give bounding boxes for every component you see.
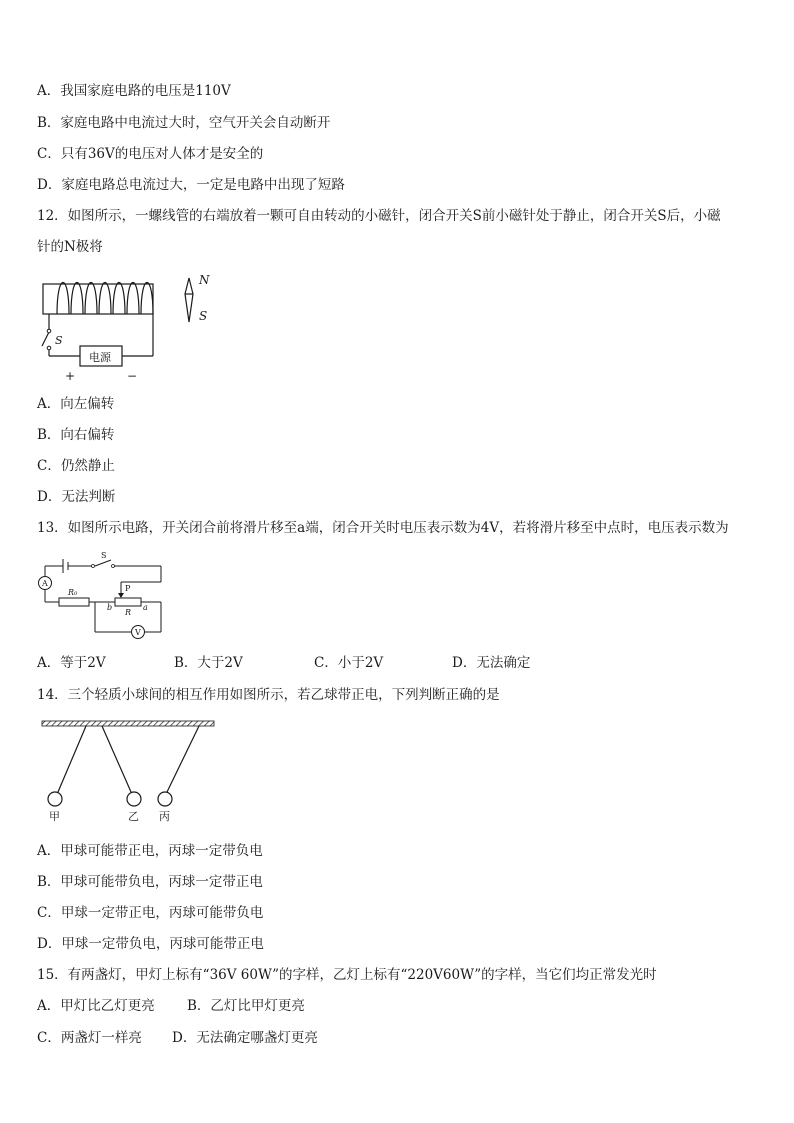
- switch-label: S: [101, 551, 107, 560]
- q14-option-d: D．甲球一定带负电，丙球可能带正电: [37, 936, 264, 952]
- needle-n-label: N: [199, 273, 210, 287]
- q12-stem-line2: 针的N极将: [37, 239, 103, 255]
- q13-option-a: A．等于2V: [37, 655, 106, 671]
- compass-needle: [185, 278, 193, 322]
- q13-option-c: C．小于2V: [314, 655, 384, 671]
- q12-option-a: A．向左偏转: [37, 396, 115, 412]
- q13-option-d: D．无法确定: [452, 655, 531, 671]
- ceiling: [42, 721, 214, 726]
- q14-option-b: B．甲球可能带负电，丙球一定带正电: [37, 874, 263, 890]
- q12-option-c: C．仍然静止: [37, 458, 115, 474]
- q12-solenoid-figure: [35, 268, 225, 386]
- ball-bing-label: 丙: [159, 810, 170, 823]
- q11-option-d: D．家庭电路总电流过大，一定是电路中出现了短路: [37, 177, 345, 193]
- resistor-r0: [59, 598, 89, 606]
- q15-option-b: B．乙灯比甲灯更亮: [187, 998, 305, 1014]
- r0-label: R₀: [68, 588, 78, 597]
- q13-option-b: B．大于2V: [174, 655, 243, 671]
- power-source-label: 电源: [89, 351, 111, 364]
- switch-blade: [95, 560, 111, 566]
- q15-option-d: D．无法确定哪盏灯更亮: [172, 1030, 318, 1046]
- rheostat-r-label: R: [125, 608, 132, 617]
- voltmeter-label: V: [135, 628, 141, 637]
- slider-p-label: P: [125, 584, 131, 593]
- ammeter-label: A: [42, 579, 48, 588]
- q14-option-c: C．甲球一定带正电，丙球可能带负电: [37, 905, 264, 921]
- rheostat-r: [115, 598, 141, 606]
- ball-yi: [127, 792, 141, 806]
- switch-label: S: [55, 334, 63, 347]
- q12-option-b: B．向右偏转: [37, 427, 115, 443]
- ball-yi-label: 乙: [128, 810, 139, 823]
- q14-option-a: A．甲球可能带正电，丙球一定带负电: [37, 843, 263, 859]
- q13-circuit-figure: [35, 548, 165, 640]
- minus-terminal-label: −: [127, 369, 138, 383]
- plus-terminal-label: +: [65, 369, 76, 383]
- q15-options-row2: [37, 1029, 637, 1047]
- q11-option-b: B．家庭电路中电流过大时，空气开关会自动断开: [37, 115, 331, 131]
- q15-option-c: C．两盏灯一样亮: [37, 1030, 142, 1046]
- slider-arrow: [118, 593, 124, 598]
- terminal-a-label: a: [143, 603, 148, 612]
- ball-jia-label: 甲: [49, 810, 60, 823]
- terminal-b-label: b: [107, 603, 113, 612]
- q15-options-row1: [37, 997, 637, 1015]
- q14-stem: 14．三个轻质小球间的相互作用如图所示，若乙球带正电，下列判断正确的是: [37, 687, 500, 703]
- q13-options-row: [37, 654, 757, 672]
- ball-bing: [158, 792, 172, 806]
- q11-option-a: A．我国家庭电路的电压是110V: [37, 83, 231, 99]
- q12-stem-line1: 12．如图所示，一螺线管的右端放着一颗可自由转动的小磁针，闭合开关S前小磁针处于静止，闭合开关S后，小磁: [37, 208, 721, 224]
- q11-option-c: C．只有36V的电压对人体才是安全的: [37, 146, 264, 162]
- q13-stem: 13．如图所示电路，开关闭合前将滑片移至a端，闭合开关时电压表示数为4V，若将滑片移至中点时，电压表示数为: [37, 520, 729, 536]
- q15-stem: 15．有两盏灯，甲灯上标有“36V 60W”的字样，乙灯上标有“220V60W”的字样，当它们均正常发光时: [37, 967, 657, 983]
- q15-option-a: A．甲灯比乙灯更亮: [37, 998, 155, 1014]
- switch-blade: [42, 332, 49, 346]
- needle-s-label: S: [199, 309, 208, 323]
- ball-jia: [48, 792, 62, 806]
- q12-option-d: D．无法判断: [37, 489, 116, 505]
- q14-balls-figure: [42, 718, 217, 826]
